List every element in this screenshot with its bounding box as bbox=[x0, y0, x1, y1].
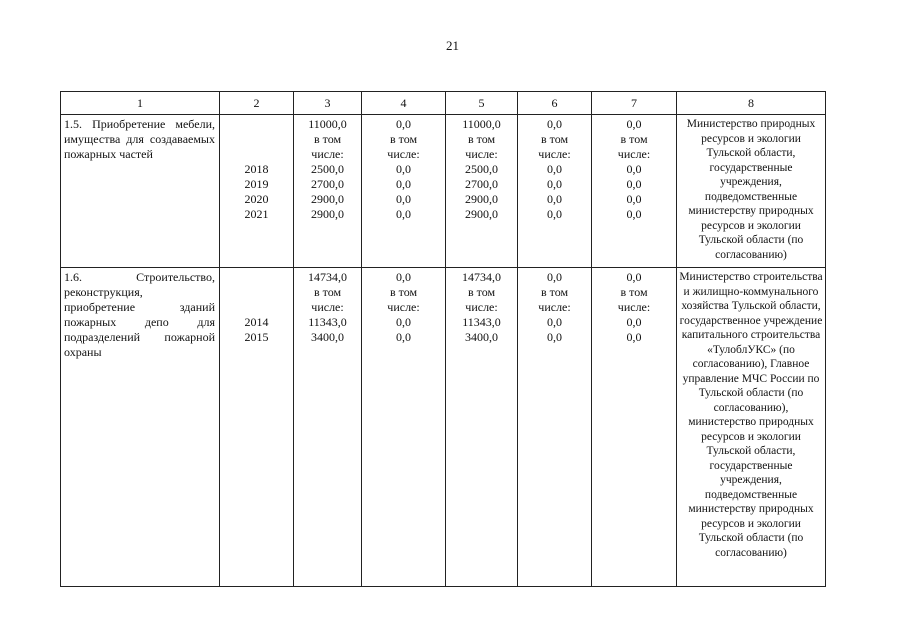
value: числе: bbox=[387, 147, 420, 161]
total-funding bbox=[294, 115, 362, 268]
value: 11343,0 bbox=[462, 315, 501, 329]
value: в том bbox=[467, 132, 496, 146]
value: в том bbox=[389, 132, 418, 146]
total-funding bbox=[294, 268, 362, 587]
value: 0,0 bbox=[547, 270, 562, 284]
value: 3400,0 bbox=[465, 330, 498, 344]
value: числе: bbox=[617, 147, 651, 161]
value: 0,0 bbox=[547, 207, 562, 221]
year: 2020 bbox=[244, 192, 269, 206]
header-cell: 7 bbox=[592, 92, 677, 115]
funding-col6 bbox=[518, 115, 592, 268]
value: 0,0 bbox=[396, 177, 411, 191]
header-cell: 8 bbox=[677, 92, 826, 115]
item-description: 1.5. Приобретение мебели, имущества для создаваемых пожарных частей bbox=[61, 115, 220, 268]
value: 0,0 bbox=[396, 330, 411, 344]
value: 0,0 bbox=[626, 177, 642, 191]
value: числе: bbox=[311, 300, 344, 314]
value: 2500,0 bbox=[465, 162, 498, 176]
value: 2900,0 bbox=[311, 192, 344, 206]
header-cell: 2 bbox=[220, 92, 294, 115]
header-row bbox=[61, 92, 826, 115]
value: 3400,0 bbox=[311, 330, 344, 344]
funding-col5 bbox=[446, 115, 518, 268]
year: 2015 bbox=[244, 330, 269, 344]
value: 14734,0 bbox=[308, 270, 347, 284]
value: 0,0 bbox=[396, 207, 411, 221]
value: 0,0 bbox=[547, 330, 562, 344]
value: 11000,0 bbox=[462, 117, 501, 131]
value: 14734,0 bbox=[462, 270, 501, 284]
value: 0,0 bbox=[547, 177, 562, 191]
program-table bbox=[60, 91, 826, 587]
value: числе: bbox=[538, 147, 571, 161]
year: 2014 bbox=[244, 315, 269, 329]
value: в том bbox=[620, 285, 648, 299]
value: 11343,0 bbox=[308, 315, 347, 329]
value: в том bbox=[389, 285, 418, 299]
responsible-parties: Министерство строительства и жилищно-коммунального хозяйства Тульской области, государственное учреждение капитального строительства «ТулоблУКС» (по согласованию), Главное управление МЧС России по Тульской области (по согласованию), министерство природных ресурсов и экологии Тульской области, государственные учреждения, подведомственные министерству природных ресурсов и экологии Тульской области (по согласованию) bbox=[677, 268, 826, 587]
value: 0,0 bbox=[626, 330, 642, 344]
funding-col7 bbox=[592, 268, 677, 587]
value: в том bbox=[313, 132, 342, 146]
page-number: 21 bbox=[446, 38, 459, 53]
header-cell: 4 bbox=[362, 92, 446, 115]
value: числе: bbox=[538, 300, 571, 314]
value: 0,0 bbox=[547, 315, 562, 329]
value: 0,0 bbox=[396, 315, 411, 329]
header-cell: 1 bbox=[61, 92, 220, 115]
value: 2900,0 bbox=[465, 207, 498, 221]
value: 2900,0 bbox=[311, 207, 344, 221]
funding-col4 bbox=[362, 115, 446, 268]
header-cell: 6 bbox=[518, 92, 592, 115]
value: числе: bbox=[465, 300, 498, 314]
value: 2700,0 bbox=[311, 177, 344, 191]
value: 0,0 bbox=[626, 315, 642, 329]
value: 0,0 bbox=[626, 117, 642, 131]
header-cell: 5 bbox=[446, 92, 518, 115]
year: 2021 bbox=[244, 207, 269, 221]
value: числе: bbox=[465, 147, 498, 161]
years-cell bbox=[220, 268, 294, 587]
header-cell: 3 bbox=[294, 92, 362, 115]
value: 0,0 bbox=[547, 192, 562, 206]
value: в том bbox=[540, 132, 569, 146]
value: 0,0 bbox=[396, 162, 411, 176]
funding-col5 bbox=[446, 268, 518, 587]
value: 0,0 bbox=[547, 117, 562, 131]
item-description: 1.6. Строительство, реконструкция, приобретение зданий пожарных депо для подразделений пожарной охраны bbox=[61, 268, 220, 587]
value: в том bbox=[540, 285, 569, 299]
value: 0,0 bbox=[396, 270, 411, 284]
funding-col6 bbox=[518, 268, 592, 587]
value: 11000,0 bbox=[308, 117, 347, 131]
value: в том bbox=[620, 132, 648, 146]
value: 2900,0 bbox=[465, 192, 498, 206]
years-cell bbox=[220, 115, 294, 268]
value: 0,0 bbox=[626, 207, 642, 221]
responsible-parties: Министерство природных ресурсов и экологии Тульской области, государственные учреждения, подведомственные министерству природных ресурсов и экологии Тульской области (по согласованию) bbox=[677, 115, 826, 268]
value: 0,0 bbox=[396, 192, 411, 206]
table-row bbox=[61, 115, 826, 268]
value: 0,0 bbox=[626, 162, 642, 176]
table-row bbox=[61, 268, 826, 587]
value: 0,0 bbox=[547, 162, 562, 176]
value: 2700,0 bbox=[465, 177, 498, 191]
value: числе: bbox=[617, 300, 651, 314]
value: числе: bbox=[387, 300, 420, 314]
year: 2019 bbox=[244, 177, 269, 191]
funding-col7 bbox=[592, 115, 677, 268]
value: в том bbox=[313, 285, 342, 299]
value: 0,0 bbox=[396, 117, 411, 131]
value: 0,0 bbox=[626, 192, 642, 206]
year: 2018 bbox=[244, 162, 269, 176]
value: числе: bbox=[311, 147, 344, 161]
value: в том bbox=[467, 285, 496, 299]
value: 2500,0 bbox=[311, 162, 344, 176]
value: 0,0 bbox=[626, 270, 642, 284]
funding-col4 bbox=[362, 268, 446, 587]
